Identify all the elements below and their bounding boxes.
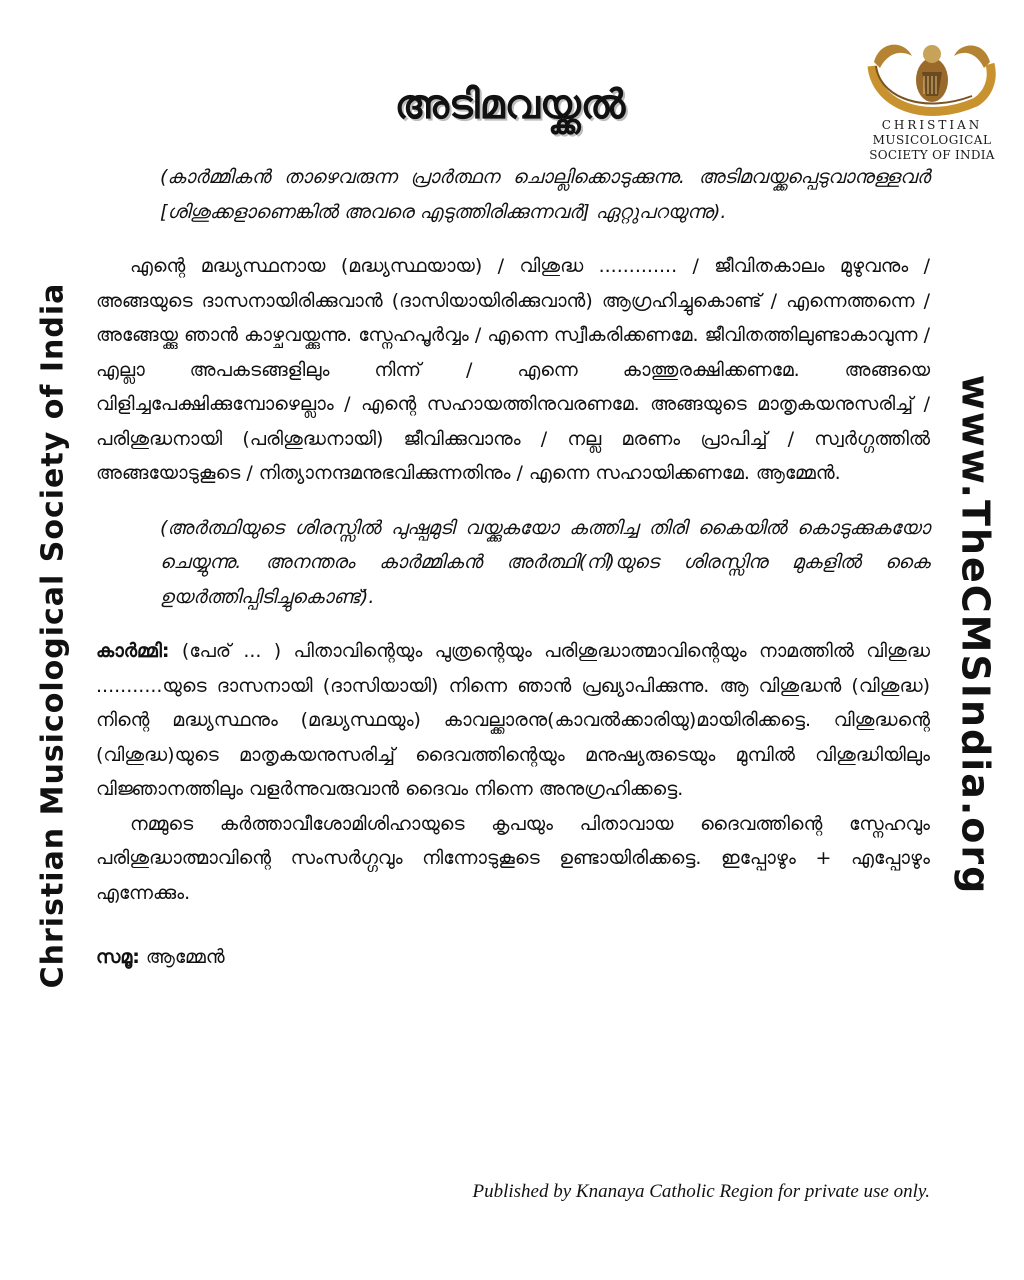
angel-harp-emblem-icon	[866, 36, 998, 116]
logo-line-2: MUSICOLOGICAL	[872, 133, 992, 147]
people-label: സമൂ:	[96, 946, 140, 968]
final-blessing: നമ്മുടെ കർത്താവീശോമിശിഹായുടെ കൃപയും പിതാവായ ദൈവത്തിന്റെ സ്നേഹവും പരിശുദ്ധാത്മാവിന്റെ സംസർഗ്ഗവും നിന്നോടുകൂടെ ഉണ്ടായിരിക്കട്ടെ. ഇപ്പോഴും + എപ്പോഴും എന്നേക്കും.	[96, 812, 930, 904]
society-logo	[862, 36, 1002, 166]
people-response	[96, 940, 930, 975]
consecration-prayer: എന്റെ മദ്ധ്യസ്ഥനായ (മദ്ധ്യസ്ഥയായ) / വിശുദ്ധ ............. / ജീവിതകാലം മുഴുവനും / അങ്ങയുടെ ദാസനായിരിക്കുവാൻ (ദാസിയായിരിക്കുവാൻ) ആഗ്രഹിച്ചുകൊണ്ട് / എന്നെത്തന്നെ / അങ്ങേയ്ക്കു ഞാൻ കാഴ്ചവയ്ക്കുന്നു. സ്നേഹപൂർവ്വം / എന്നെ സ്വീകരിക്കണമേ. ജീവിതത്തിലുണ്ടാകാവുന്ന / എല്ലാ അപകടങ്ങളിലും നിന്ന് / എന്നെ കാത്തുരക്ഷിക്കണമേ. അങ്ങയെ വിളിച്ചപേക്ഷിക്കുമ്പോഴെല്ലാം / എന്റെ സഹായത്തിനുവരണമേ. അങ്ങയുടെ മാതൃകയനുസരിച്ച് / പരിശുദ്ധനായി (പരിശുദ്ധനായി) ജീവിക്കുവാനും / നല്ല മരണം പ്രാപിച്ച് / സ്വർഗ്ഗത്തിൽ അങ്ങയോടുകൂടെ / നിത്യാനന്ദമനുഭവിക്കുന്നതിനും / എന്നെ സഹായിക്കണമേ. ആമ്മേൻ.	[96, 255, 930, 484]
publisher-footer: Published by Knanaya Catholic Region for private use only.	[472, 1181, 930, 1202]
logo-line-3: SOCIETY OF INDIA	[869, 148, 995, 162]
people-text: ആമ്മേൻ	[139, 946, 225, 968]
logo-line-1: CHRISTIAN	[881, 118, 983, 132]
side-banner-right	[950, 355, 1000, 915]
rubric-instruction-1: (കാർമ്മികൻ താഴെവരുന്ന പ്രാർത്ഥന ചൊല്ലിക്കൊടുക്കുന്നു. അടിമവയ്ക്കപ്പെടുവാനുള്ളവർ [ശിശുക്കളാണെങ്കിൽ അവരെ എടുത്തിരിക്കുന്നവർ] ഏറ്റുപറയുന്നു).	[160, 166, 930, 223]
prayer-document	[96, 160, 930, 975]
page-title: അടിമവയ്ക്കൽ	[394, 82, 626, 128]
society-name-vertical: Christian Musicological Society of India	[35, 282, 71, 988]
priest-label: കാർമ്മി:	[96, 640, 170, 662]
side-banner-left	[28, 240, 78, 1030]
priest-declaration	[96, 634, 930, 807]
priest-text: (പേര് ... ) പിതാവിന്റെയും പുത്രന്റെയും പരിശുദ്ധാത്മാവിന്റെയും നാമത്തിൽ വിശുദ്ധ ...........യുടെ ദാസനായി (ദാസിയായി) നിന്നെ ഞാൻ പ്രഖ്യാപിക്കുന്നു. ആ വിശുദ്ധൻ (വിശുദ്ധ) നിന്റെ മദ്ധ്യസ്ഥനും (മദ്ധ്യസ്ഥയും) കാവല്ക്കാരനു(കാവൽക്കാരിയു)മായിരിക്കട്ടെ. വിശുദ്ധന്റെ (വിശുദ്ധ)യുടെ മാതൃകയനുസരിച്ച് ദൈവത്തിന്റെയും മനുഷ്യരുടെയും മുമ്പിൽ വിശുദ്ധിയിലും വിജ്ഞാനത്തിലും വളർന്നുവരുവാൻ ദൈവം നിന്നെ അനുഗ്രഹിക്കട്ടെ.	[96, 640, 930, 800]
website-url-vertical[interactable]: www.TheCMSIndia.org	[953, 374, 997, 896]
rubric-instruction-2: (അർത്ഥിയുടെ ശിരസ്സിൽ പുഷ്പമുടി വയ്ക്കുകയോ കത്തിച്ച തിരി കൈയിൽ കൊടുക്കുകയോ ചെയ്യുന്നു. അനന്തരം കാർമ്മികൻ അർത്ഥി(നി)യുടെ ശിരസ്സിനു മുകളിൽ കൈ ഉയർത്തിപ്പിടിച്ചുകൊണ്ട്).	[160, 516, 930, 608]
